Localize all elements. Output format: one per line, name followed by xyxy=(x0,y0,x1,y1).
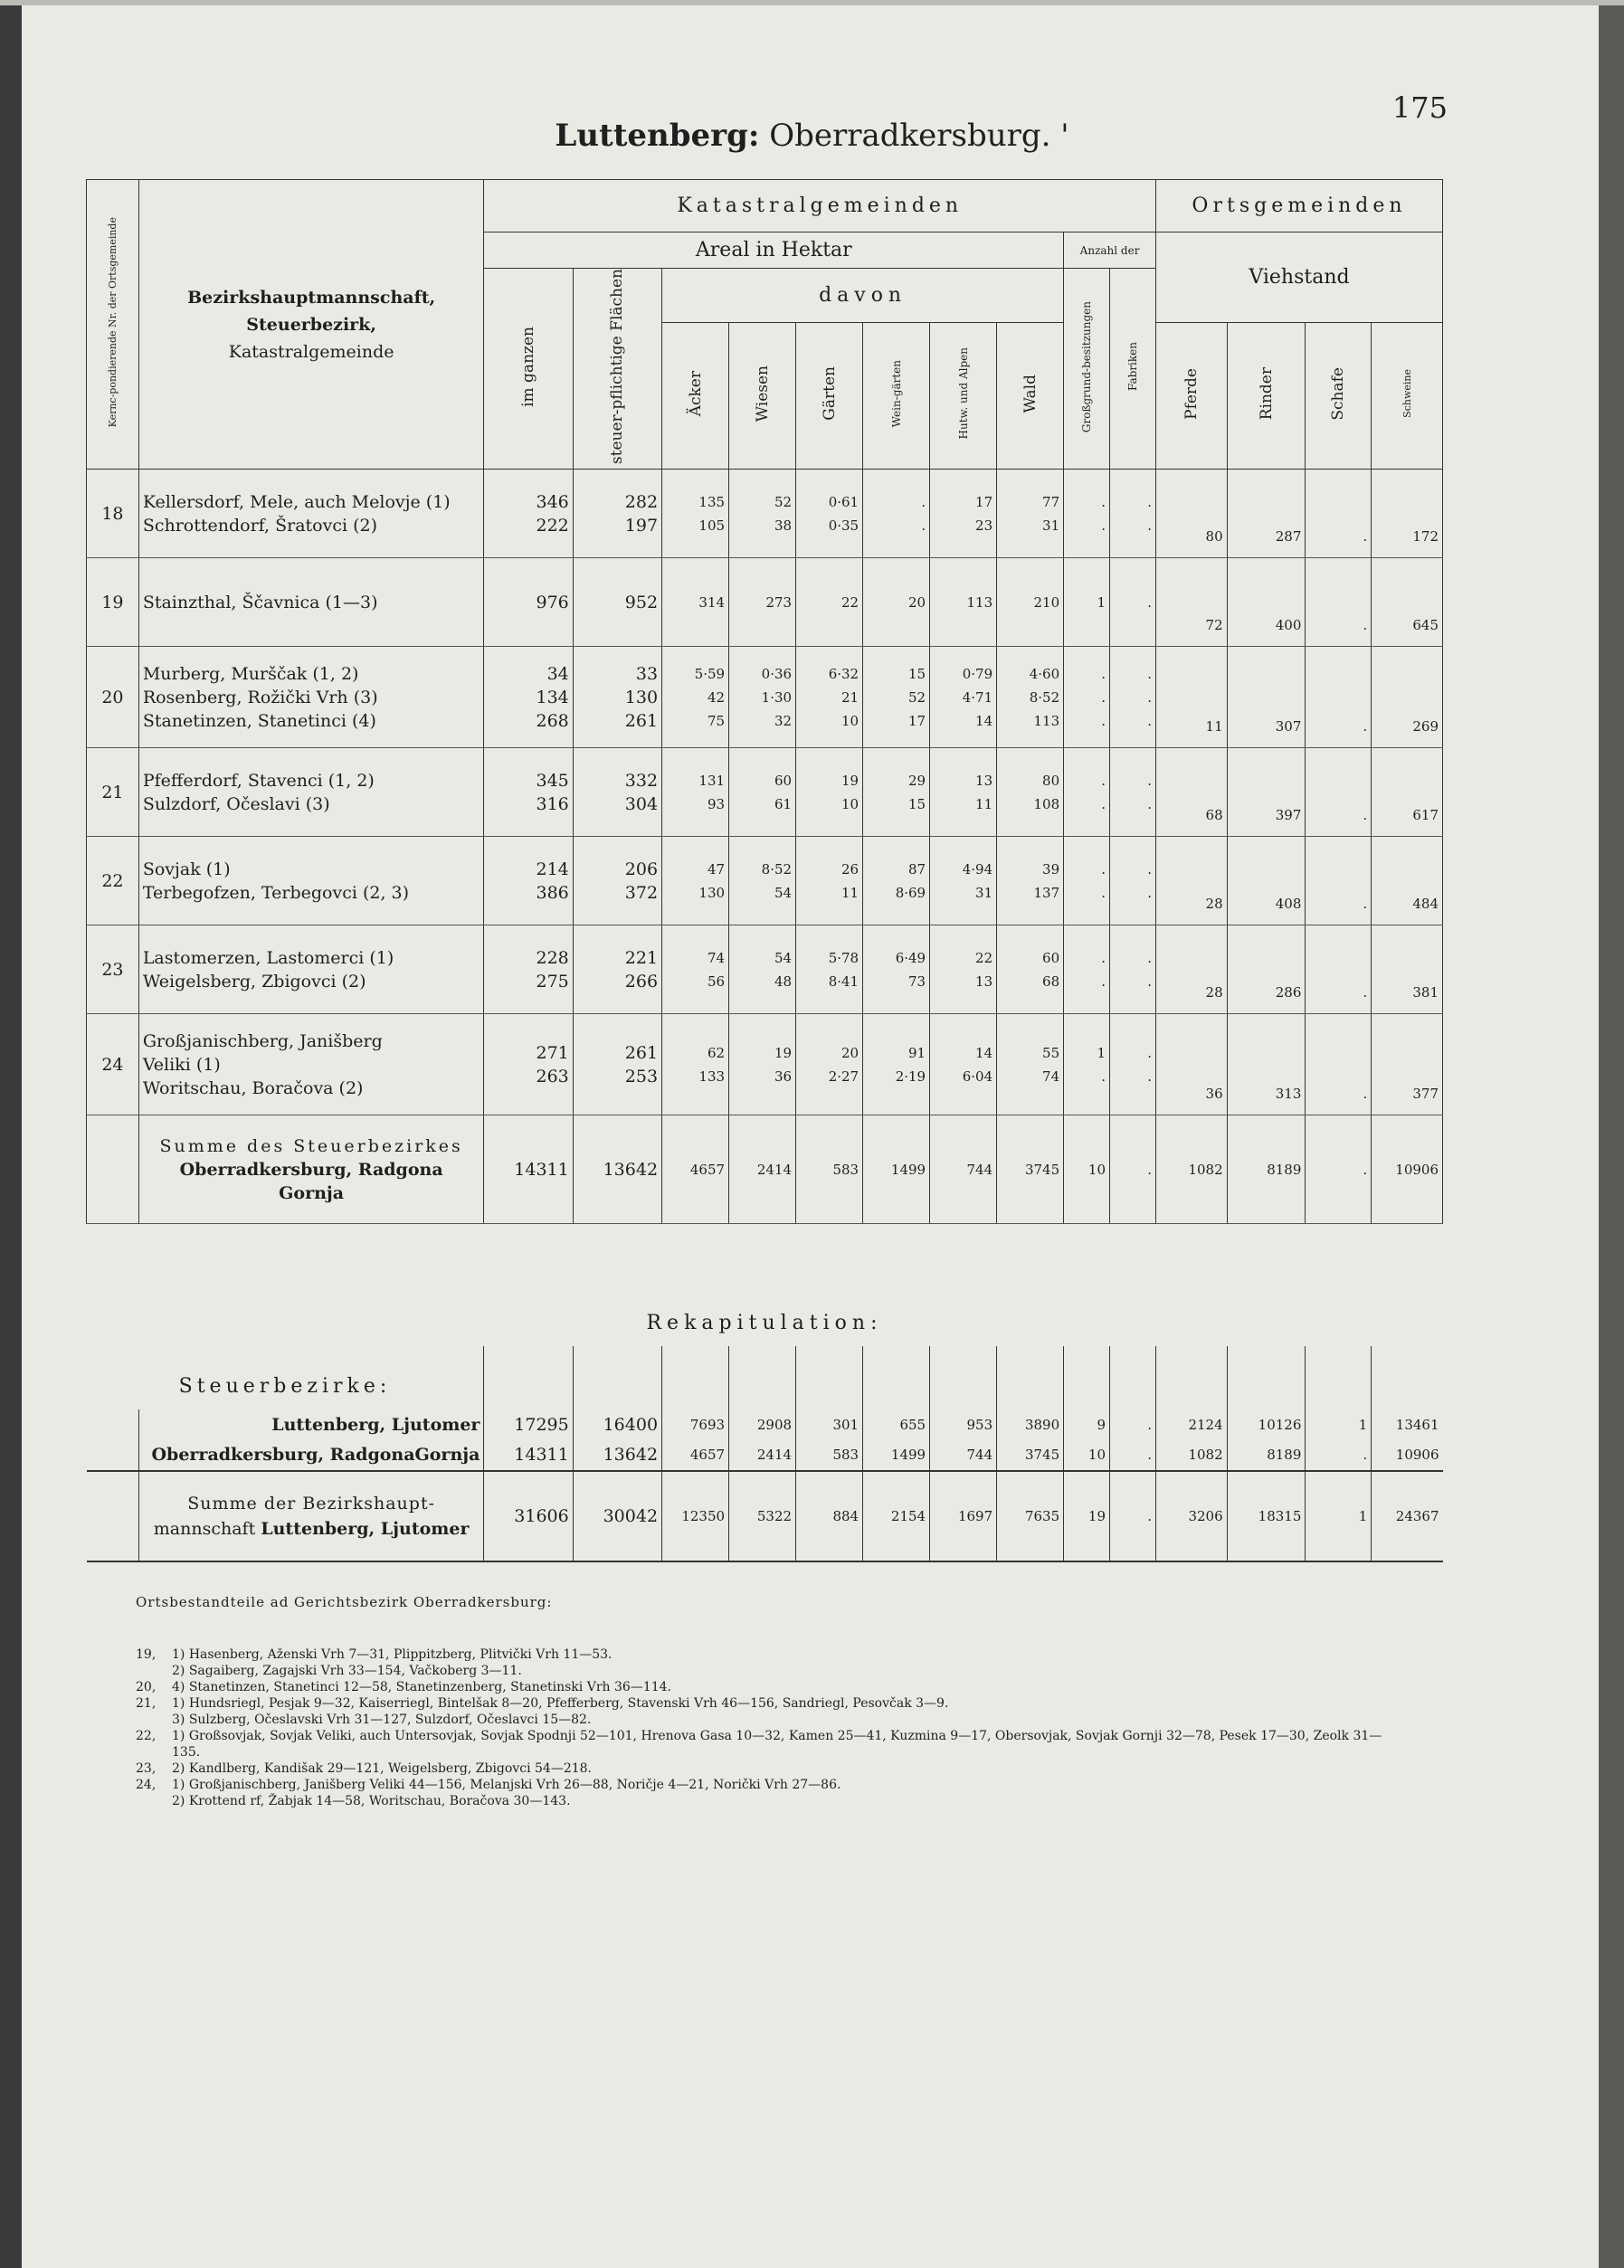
footnote-text: 2) Sagaiberg, Zagajski Vrh 33—154, Vačkoberg 3—11. xyxy=(172,1664,522,1678)
cell-gaerten: 19 10 xyxy=(796,748,863,837)
cell-im-ganzen: 271 263 xyxy=(484,1014,573,1115)
cell-gaerten: 6·32 21 10 xyxy=(796,647,863,748)
hdr-place: Bezirkshauptmannschaft, Steuerbezirk, Katastralgemeinde xyxy=(138,180,484,470)
cell-gaerten: 5·78 8·41 xyxy=(796,925,863,1014)
footnote xyxy=(136,1760,1402,1777)
page-number: 175 xyxy=(1391,90,1448,125)
rekap-schweine: 10906 xyxy=(1372,1440,1443,1471)
scan-right-edge xyxy=(1599,0,1624,2268)
row-places: Großjanischberg, Janišberg Veliki (1) Woritschau, Boračova (2) xyxy=(138,1014,484,1115)
cell-gross: . . . xyxy=(1064,647,1110,748)
summe-bezirk-label: Summe der Bezirkshaupt- mannschaft Luttenberg, Ljutomer xyxy=(138,1471,484,1561)
hdr-anzahl: Anzahl der xyxy=(1064,232,1156,269)
cell-wein: 15 52 17 xyxy=(863,647,930,748)
cell-steuerpfl: 33 130 261 xyxy=(573,647,661,748)
cell-im-ganzen: 345 316 xyxy=(484,748,573,837)
cell-wiesen: 273 xyxy=(729,558,796,647)
total-steuer: 30042 xyxy=(573,1471,661,1561)
rekap-spacer xyxy=(87,1409,139,1440)
title-rest: Oberradkersburg. xyxy=(759,118,1051,154)
cell-pferde: 36 xyxy=(1156,1014,1228,1115)
cell-fab: . . xyxy=(1110,470,1156,558)
cell-fab: . . xyxy=(1110,925,1156,1014)
rekap-fab: . xyxy=(1110,1409,1156,1440)
total-wiesen: 5322 xyxy=(729,1471,796,1561)
cell-wiesen: 52 38 xyxy=(729,470,796,558)
rekap-aecker: 7693 xyxy=(662,1409,729,1440)
cell-rinder: 286 xyxy=(1227,925,1306,1014)
cell-gross: . . xyxy=(1064,925,1110,1014)
hdr-orts: Ortsgemeinden xyxy=(1156,180,1443,232)
rekap-wald: 3890 xyxy=(997,1409,1064,1440)
footnote xyxy=(136,1712,1402,1728)
hdr-viehstand: Viehstand xyxy=(1156,232,1443,323)
sum-wiesen: 2414 xyxy=(729,1115,796,1224)
hdr-wald: Wald xyxy=(997,323,1064,470)
row-number: 23 xyxy=(87,925,139,1014)
cell-fab: . xyxy=(1110,558,1156,647)
hdr-aecker: Äcker xyxy=(662,323,729,470)
cell-rinder: 397 xyxy=(1227,748,1306,837)
cell-hutw: 17 23 xyxy=(930,470,997,558)
footnote-nr xyxy=(136,1663,172,1679)
rekap-row xyxy=(87,1440,1443,1471)
row-number: 19 xyxy=(87,558,139,647)
cell-hutw: 0·79 4·71 14 xyxy=(930,647,997,748)
footnote-nr: 21, xyxy=(136,1696,157,1711)
sum-aecker: 4657 xyxy=(662,1115,729,1224)
footnote xyxy=(136,1728,1402,1760)
cell-fab: . . xyxy=(1110,837,1156,925)
steuerbezirke-label: Steuerbezirke: xyxy=(87,1346,484,1409)
footnote-nr: 23, xyxy=(136,1761,157,1776)
footnote xyxy=(136,1663,1402,1679)
cell-hutw: 113 xyxy=(930,558,997,647)
footnote-text: 1) Großsovjak, Sovjak Veliki, auch Untersovjak, Sovjak Spodnji 52—101, Hrenova Gasa 10—32, Kamen 25—41, Kuzmina 9—17, Obersovjak, Sovjak Gornji 32—78, Pesek 17—30, Zeolk 31—135. xyxy=(172,1729,1382,1760)
cell-fab: . . xyxy=(1110,748,1156,837)
rekap-schafe: . xyxy=(1306,1440,1372,1471)
sum-steuer: 13642 xyxy=(573,1115,661,1224)
cell-rinder: 287 xyxy=(1227,470,1306,558)
rekap-gross: 9 xyxy=(1064,1409,1110,1440)
cell-aecker: 135 105 xyxy=(662,470,729,558)
footnote xyxy=(136,1777,1402,1793)
rekap-schafe: 1 xyxy=(1306,1409,1372,1440)
rekap-wald: 3745 xyxy=(997,1440,1064,1471)
rekap-spacer xyxy=(87,1440,139,1471)
hdr-wiesen: Wiesen xyxy=(729,323,796,470)
cell-rinder: 307 xyxy=(1227,647,1306,748)
hdr-gaerten: Gärten xyxy=(796,323,863,470)
sum-wald: 3745 xyxy=(997,1115,1064,1224)
hdr-areal: Areal in Hektar xyxy=(484,232,1064,269)
cell-gaerten: 26 11 xyxy=(796,837,863,925)
footnote-nr xyxy=(136,1712,172,1728)
rekap-gaerten: 301 xyxy=(796,1409,863,1440)
row-number: 20 xyxy=(87,647,139,748)
footnote-text: 1) Hundsriegl, Pesjak 9—32, Kaiserriegl, Bintelšak 8—20, Pfefferberg, Stavenski Vrh 46—156, Sandriegl, Pesovčak 3—9. xyxy=(172,1696,949,1711)
rekap-gross: 10 xyxy=(1064,1440,1110,1471)
footnote-text: 1) Großjanischberg, Janišberg Veliki 44—156, Melanjski Vrh 26—88, Noričje 4—21, Norički Vrh 27—86. xyxy=(172,1778,841,1792)
cell-schweine: 484 xyxy=(1372,837,1443,925)
cell-aecker: 131 93 xyxy=(662,748,729,837)
footnote-nr xyxy=(136,1793,172,1809)
cell-hutw: 22 13 xyxy=(930,925,997,1014)
title-mark: ' xyxy=(1060,118,1069,154)
rekap-hutw: 744 xyxy=(930,1440,997,1471)
cell-wald: 4·60 8·52 113 xyxy=(997,647,1064,748)
table-row xyxy=(87,558,1443,647)
cell-wald: 39 137 xyxy=(997,837,1064,925)
cell-wald: 55 74 xyxy=(997,1014,1064,1115)
footnote-nr: 24, xyxy=(136,1778,157,1792)
row-places: Lastomerzen, Lastomerci (1) Weigelsberg, Zbigovci (2) xyxy=(138,925,484,1014)
cell-wiesen: 8·52 54 xyxy=(729,837,796,925)
statistics-table xyxy=(86,179,1443,1562)
rekap-wein: 1499 xyxy=(863,1440,930,1471)
hdr-rinder: Rinder xyxy=(1227,323,1306,470)
row-number: 18 xyxy=(87,470,139,558)
rekap-pferde: 2124 xyxy=(1156,1409,1228,1440)
cell-rinder: 313 xyxy=(1227,1014,1306,1115)
cell-im-ganzen: 976 xyxy=(484,558,573,647)
cell-wald: 77 31 xyxy=(997,470,1064,558)
cell-wiesen: 60 61 xyxy=(729,748,796,837)
total-ganz: 31606 xyxy=(484,1471,573,1561)
cell-rinder: 400 xyxy=(1227,558,1306,647)
hdr-schweine: Schweine xyxy=(1372,323,1443,470)
footnote xyxy=(136,1695,1402,1712)
cell-schweine: 269 xyxy=(1372,647,1443,748)
cell-wald: 80 108 xyxy=(997,748,1064,837)
sum-gross: 10 xyxy=(1064,1115,1110,1224)
cell-schafe: . xyxy=(1306,1014,1372,1115)
cell-wald: 210 xyxy=(997,558,1064,647)
footnote-text: 4) Stanetinzen, Stanetinci 12—58, Stanetinzenberg, Stanetinski Vrh 36—114. xyxy=(172,1680,671,1694)
cell-im-ganzen: 228 275 xyxy=(484,925,573,1014)
hdr-grossgrund: Großgrund-besitzungen xyxy=(1064,269,1110,470)
hdr-nr: Kernc-pondierende Nr. der Ortsgemeinde xyxy=(87,180,139,470)
row-places: Pfefferdorf, Stavenci (1, 2) Sulzdorf, Očeslavi (3) xyxy=(138,748,484,837)
footnote xyxy=(136,1646,1402,1663)
cell-wiesen: 54 48 xyxy=(729,925,796,1014)
cell-wiesen: 19 36 xyxy=(729,1014,796,1115)
sum-wein: 1499 xyxy=(863,1115,930,1224)
cell-gross: . . xyxy=(1064,837,1110,925)
cell-pferde: 28 xyxy=(1156,925,1228,1014)
cell-schafe: . xyxy=(1306,470,1372,558)
rekap-wein: 655 xyxy=(863,1409,930,1440)
sum-fab: . xyxy=(1110,1115,1156,1224)
cell-wiesen: 0·36 1·30 32 xyxy=(729,647,796,748)
footnote-text: 2) Kandlberg, Kandišak 29—121, Weigelsberg, Zbigovci 54—218. xyxy=(172,1761,592,1776)
cell-gross: 1 . xyxy=(1064,1014,1110,1115)
footnote-nr: 19, xyxy=(136,1647,157,1662)
cell-schafe: . xyxy=(1306,837,1372,925)
rekap-ganz: 17295 xyxy=(484,1409,573,1440)
cell-gross: . . xyxy=(1064,748,1110,837)
rekap-wiesen: 2908 xyxy=(729,1409,796,1440)
cell-steuerpfl: 221 266 xyxy=(573,925,661,1014)
cell-wald: 60 68 xyxy=(997,925,1064,1014)
title-bold: Luttenberg: xyxy=(555,118,760,154)
rekap-aecker: 4657 xyxy=(662,1440,729,1471)
cell-wein: 29 15 xyxy=(863,748,930,837)
total-aecker: 12350 xyxy=(662,1471,729,1561)
cell-pferde: 72 xyxy=(1156,558,1228,647)
table-row xyxy=(87,837,1443,925)
table-row xyxy=(87,925,1443,1014)
table-row xyxy=(87,1014,1443,1115)
rekap-schweine: 13461 xyxy=(1372,1409,1443,1440)
rekap-gaerten: 583 xyxy=(796,1440,863,1471)
hdr-schafe: Schafe xyxy=(1306,323,1372,470)
footnote-text: 1) Hasenberg, Aženski Vrh 7—31, Plippitzberg, Plitvički Vrh 11—53. xyxy=(172,1647,613,1662)
cell-schafe: . xyxy=(1306,647,1372,748)
total-hutw: 1697 xyxy=(930,1471,997,1561)
cell-steuerpfl: 332 304 xyxy=(573,748,661,837)
rekap-name: Luttenberg, Ljutomer xyxy=(138,1409,484,1440)
cell-schweine: 381 xyxy=(1372,925,1443,1014)
footnotes-lead: Ortsbestandteile ad Gerichtsbezirk Oberradkersburg: xyxy=(136,1594,553,1610)
cell-steuerpfl: 206 372 xyxy=(573,837,661,925)
sum-pferde: 1082 xyxy=(1156,1115,1228,1224)
rekap-ganz: 14311 xyxy=(484,1440,573,1471)
cell-gross: . . xyxy=(1064,470,1110,558)
cell-fab: . . . xyxy=(1110,647,1156,748)
cell-aecker: 47 130 xyxy=(662,837,729,925)
rekap-fab: . xyxy=(1110,1440,1156,1471)
cell-pferde: 80 xyxy=(1156,470,1228,558)
cell-im-ganzen: 34 134 268 xyxy=(484,647,573,748)
rekap-hutw: 953 xyxy=(930,1409,997,1440)
cell-wein: 6·49 73 xyxy=(863,925,930,1014)
rekap-rinder: 10126 xyxy=(1227,1409,1306,1440)
table-row xyxy=(87,647,1443,748)
table-row xyxy=(87,470,1443,558)
footnote xyxy=(136,1679,1402,1695)
footnote-text: 3) Sulzberg, Očeslavski Vrh 31—127, Sulzdorf, Očeslavci 15—82. xyxy=(172,1713,592,1727)
rekap-wiesen: 2414 xyxy=(729,1440,796,1471)
row-number: 24 xyxy=(87,1014,139,1115)
scan-top-edge xyxy=(0,0,1624,5)
cell-gaerten: 0·61 0·35 xyxy=(796,470,863,558)
row-places: Stainzthal, Ščavnica (1—3) xyxy=(138,558,484,647)
row-places: Sovjak (1) Terbegofzen, Terbegovci (2, 3) xyxy=(138,837,484,925)
sum-ganz: 14311 xyxy=(484,1115,573,1224)
hdr-pferde: Pferde xyxy=(1156,323,1228,470)
cell-schweine: 617 xyxy=(1372,748,1443,837)
total-rinder: 18315 xyxy=(1227,1471,1306,1561)
rekap-rinder: 8189 xyxy=(1227,1440,1306,1471)
sum-hutw: 744 xyxy=(930,1115,997,1224)
cell-gaerten: 20 2·27 xyxy=(796,1014,863,1115)
cell-schafe: . xyxy=(1306,748,1372,837)
sum-schweine: 10906 xyxy=(1372,1115,1443,1224)
cell-schafe: . xyxy=(1306,558,1372,647)
footnote xyxy=(136,1793,1402,1809)
cell-im-ganzen: 346 222 xyxy=(484,470,573,558)
cell-schweine: 377 xyxy=(1372,1014,1443,1115)
rekap-steuer: 16400 xyxy=(573,1409,661,1440)
cell-pferde: 11 xyxy=(1156,647,1228,748)
table-row xyxy=(87,748,1443,837)
footnote-nr: 20, xyxy=(136,1680,157,1694)
cell-aecker: 74 56 xyxy=(662,925,729,1014)
cell-aecker: 5·59 42 75 xyxy=(662,647,729,748)
cell-steuerpfl: 952 xyxy=(573,558,661,647)
footnotes xyxy=(136,1594,1402,1809)
cell-schweine: 172 xyxy=(1372,470,1443,558)
row-number: 21 xyxy=(87,748,139,837)
total-fab: . xyxy=(1110,1471,1156,1561)
rekap-steuer: 13642 xyxy=(573,1440,661,1471)
cell-hutw: 14 6·04 xyxy=(930,1014,997,1115)
cell-hutw: 4·94 31 xyxy=(930,837,997,925)
cell-wein: 87 8·69 xyxy=(863,837,930,925)
total-gaerten: 884 xyxy=(796,1471,863,1561)
footnotes-list xyxy=(136,1646,1402,1809)
footnote-text: 2) Krottend rf, Žabjak 14—58, Woritschau, Boračova 30—143. xyxy=(172,1794,571,1808)
row-places: Murberg, Murščak (1, 2) Rosenberg, Rožički Vrh (3) Stanetinzen, Stanetinci (4) xyxy=(138,647,484,748)
hdr-steuerpfl: steuer-pflichtige Flächen xyxy=(573,269,661,470)
scan-left-edge xyxy=(0,0,22,2268)
sum-rinder: 8189 xyxy=(1227,1115,1306,1224)
cell-fab: . . xyxy=(1110,1014,1156,1115)
cell-rinder: 408 xyxy=(1227,837,1306,925)
cell-steuerpfl: 282 197 xyxy=(573,470,661,558)
cell-wein: 91 2·19 xyxy=(863,1014,930,1115)
cell-gaerten: 22 xyxy=(796,558,863,647)
hdr-im-ganzen: im ganzen xyxy=(484,269,573,470)
cell-pferde: 68 xyxy=(1156,748,1228,837)
total-wald: 7635 xyxy=(997,1471,1064,1561)
cell-im-ganzen: 214 386 xyxy=(484,837,573,925)
summe-steuerbezirk-label: Summe des Steuerbezirkes Oberradkersburg, Radgona Gornja xyxy=(138,1115,484,1224)
hdr-fabriken: Fabriken xyxy=(1110,269,1156,470)
cell-aecker: 62 133 xyxy=(662,1014,729,1115)
cell-schweine: 645 xyxy=(1372,558,1443,647)
footnote-nr: 22, xyxy=(136,1729,157,1743)
cell-schafe: . xyxy=(1306,925,1372,1014)
rekap-row xyxy=(87,1409,1443,1440)
sum-schafe: . xyxy=(1306,1115,1372,1224)
total-wein: 2154 xyxy=(863,1471,930,1561)
hdr-katastral: Katastralgemeinden xyxy=(484,180,1156,232)
total-schweine: 24367 xyxy=(1372,1471,1443,1561)
cell-wein: . . xyxy=(863,470,930,558)
cell-wein: 20 xyxy=(863,558,930,647)
rekap-pferde: 1082 xyxy=(1156,1440,1228,1471)
page-title xyxy=(0,118,1624,154)
total-schafe: 1 xyxy=(1306,1471,1372,1561)
total-pferde: 3206 xyxy=(1156,1471,1228,1561)
rekapitulation-heading: Rekapitulation: xyxy=(646,1312,883,1335)
cell-hutw: 13 11 xyxy=(930,748,997,837)
cell-pferde: 28 xyxy=(1156,837,1228,925)
hdr-weingaerten: Wein-gärten xyxy=(863,323,930,470)
row-number: 22 xyxy=(87,837,139,925)
cell-aecker: 314 xyxy=(662,558,729,647)
rekap-name: Oberradkersburg, RadgonaGornja xyxy=(138,1440,484,1471)
hdr-davon: davon xyxy=(662,269,1064,323)
cell-gross: 1 xyxy=(1064,558,1110,647)
cell-steuerpfl: 261 253 xyxy=(573,1014,661,1115)
total-gross: 19 xyxy=(1064,1471,1110,1561)
sum-gaerten: 583 xyxy=(796,1115,863,1224)
row-places: Kellersdorf, Mele, auch Melovje (1) Schrottendorf, Šratovci (2) xyxy=(138,470,484,558)
hdr-hutw: Hutw. und Alpen xyxy=(930,323,997,470)
